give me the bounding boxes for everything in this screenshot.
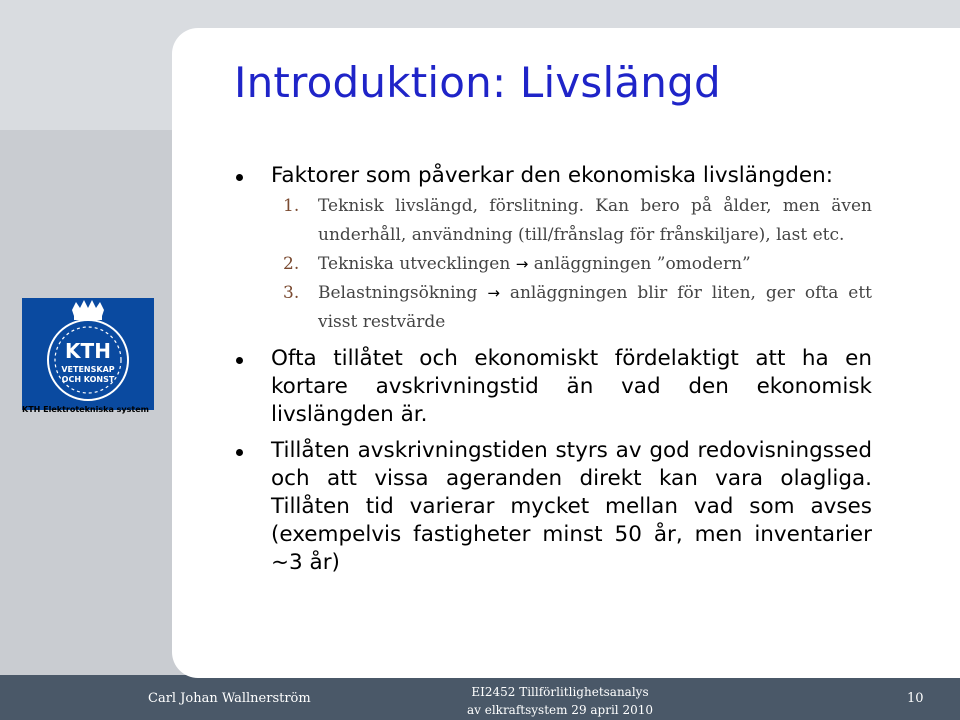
bullet-dot-icon (236, 449, 243, 456)
page-number: 10 (907, 691, 924, 706)
slide-body (236, 162, 872, 577)
factor-list (271, 192, 872, 337)
arrow-right-icon: → (487, 284, 500, 302)
list-item-text: anläggningen ”omodern” (533, 254, 751, 274)
logo-caption: KTH Elektrotekniska system (22, 405, 149, 414)
footer-author: Carl Johan Wallnerström (148, 691, 311, 706)
list-number: 3. (283, 283, 300, 303)
bullet-shorter-depreciation (236, 345, 872, 429)
list-number: 2. (283, 254, 300, 274)
arrow-right-icon: → (515, 255, 529, 273)
bullet-factors (236, 162, 872, 190)
kth-logo (22, 298, 154, 410)
list-item-text: Tekniska utvecklingen (318, 254, 511, 274)
slide-title: Introduktion: Livslängd (234, 58, 721, 107)
list-item-text: Teknisk livslängd, förslitning. Kan bero på ålder, men även underhåll, användning (till/frånslag för frånskiljare), last etc. (318, 196, 872, 245)
list-item (271, 192, 872, 250)
footer-course-line1: EI2452 Tillförlitlighetsanalys (471, 685, 649, 699)
list-item (271, 279, 872, 337)
bullet-allowed-depreciation (236, 437, 872, 577)
footer-course (460, 683, 660, 719)
bullet-text: Tillåten avskrivningstiden styrs av god redovisningssed och att vissa ageranden direkt kan vara olagliga. Tillåten tid varierar mycket mellan vad som avses (exempelvis fastigheter minst 50 år, men inventarier ~3 år) (271, 438, 872, 575)
kth-crest-icon (22, 298, 154, 410)
logo-vetenskap-text: VETENSKAP (61, 365, 115, 374)
list-item-text: anläggningen blir för liten, ger ofta ett visst restvärde (318, 283, 873, 332)
bullet-dot-icon (236, 357, 243, 364)
logo-kth-text: KTH (65, 339, 111, 363)
bullet-dot-icon (236, 174, 243, 181)
list-number: 1. (283, 196, 300, 216)
footer-course-line2: av elkraftsystem 29 april 2010 (466, 703, 653, 717)
logo-och-konst-text: OCH KONST (61, 375, 115, 384)
bullet-text: Faktorer som påverkar den ekonomiska livslängden: (271, 163, 833, 188)
list-item-text: Belastningsökning (318, 283, 478, 303)
bullet-text: Ofta tillåtet och ekonomiskt fördelaktigt att ha en kortare avskrivningstid än vad den ekonomisk livslängden är. (271, 346, 872, 427)
list-item (271, 250, 872, 279)
